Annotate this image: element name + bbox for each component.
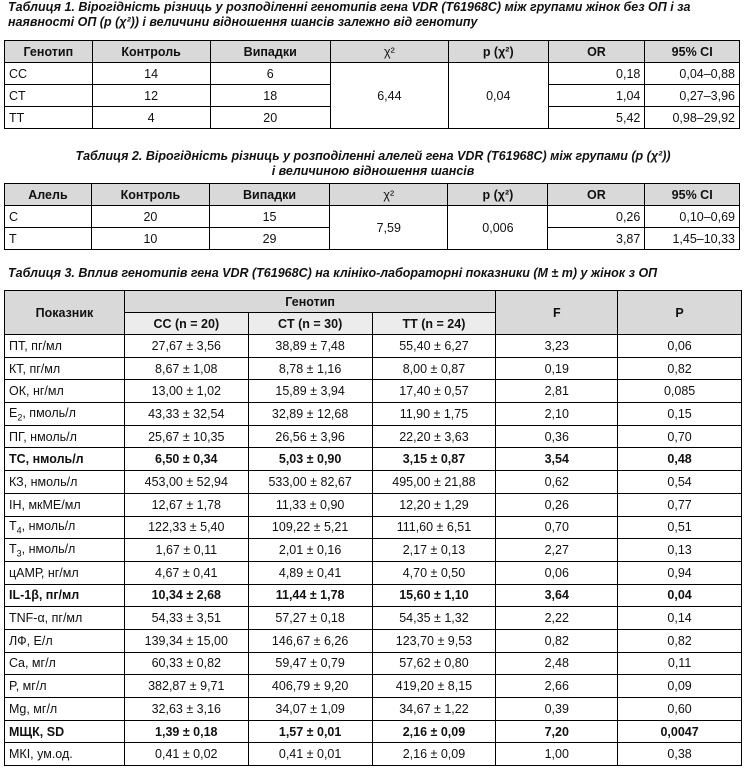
ct-cell: 15,89 ± 3,94 [248, 380, 372, 403]
table-cell: 12 [92, 85, 210, 107]
p-cell: 0,70 [618, 425, 742, 448]
table-cell: 0,27–3,96 [645, 85, 740, 107]
table3-caption: Таблиця 3. Вплив генотипів гена VDR (T61968C) на клініко-лабораторні показники (M ± m) у жінок з ОП [8, 266, 658, 280]
indicator-cell: $E_2$, пмоль/л [5, 403, 125, 426]
table2-p: 0,006 [448, 206, 548, 250]
cc-cell: 0,41 ± 0,02 [124, 743, 248, 766]
p-cell: 0,77 [618, 493, 742, 516]
table-row [5, 561, 742, 584]
tt-cell: 12,20 ± 1,29 [372, 493, 496, 516]
f-cell: 0,82 [496, 629, 618, 652]
table2 [4, 183, 740, 250]
table3-subheader: TT (n = 24) [372, 313, 496, 335]
table-cell: 0,26 [548, 206, 645, 228]
tt-cell: 15,60 ± 1,10 [372, 584, 496, 607]
cc-cell: 4,67 ± 0,41 [124, 561, 248, 584]
f-cell: 2,48 [496, 652, 618, 675]
table2-header: Контроль [91, 184, 209, 206]
table-row [5, 206, 740, 228]
indicator-cell: ЛФ, Е/л [5, 629, 125, 652]
ct-cell: 0,41 ± 0,01 [248, 743, 372, 766]
table-row [5, 675, 742, 698]
tt-cell: 2,17 ± 0,13 [372, 539, 496, 562]
table3-header-p: P [618, 291, 742, 335]
indicator-cell: Mg, мг/л [5, 698, 125, 721]
table-row [5, 516, 742, 539]
table-row [5, 380, 742, 403]
indicator-cell: ПТ, пг/мл [5, 335, 125, 358]
f-cell: 2,22 [496, 607, 618, 630]
table-cell: 1,45–10,33 [645, 228, 740, 250]
cc-cell: 122,33 ± 5,40 [124, 516, 248, 539]
f-cell: 3,23 [496, 335, 618, 358]
f-cell: 2,27 [496, 539, 618, 562]
tt-cell: 111,60 ± 6,51 [372, 516, 496, 539]
table2-caption [0, 149, 746, 179]
tt-cell: 22,20 ± 3,63 [372, 425, 496, 448]
f-cell: 0,26 [496, 493, 618, 516]
ct-cell: 2,01 ± 0,16 [248, 539, 372, 562]
table-row [5, 607, 742, 630]
tt-cell: 34,67 ± 1,22 [372, 698, 496, 721]
p-cell: 0,48 [618, 448, 742, 471]
indicator-cell: P, мг/л [5, 675, 125, 698]
f-cell: 2,10 [496, 403, 618, 426]
table-cell: 15 [209, 206, 329, 228]
f-cell: 0,06 [496, 561, 618, 584]
ct-cell: 11,44 ± 1,78 [248, 584, 372, 607]
indicator-cell: IL-1β, пг/мл [5, 584, 125, 607]
f-cell: 2,81 [496, 380, 618, 403]
cc-cell: 43,33 ± 32,54 [124, 403, 248, 426]
table1-header: Контроль [92, 41, 210, 63]
cc-cell: 139,34 ± 15,00 [124, 629, 248, 652]
tt-cell: 54,35 ± 1,32 [372, 607, 496, 630]
table-cell: 5,42 [548, 107, 645, 129]
indicator-cell: TNF-α, пг/мл [5, 607, 125, 630]
table1-header: OR [548, 41, 645, 63]
table-cell: C [5, 206, 92, 228]
table2-chi2: 7,59 [330, 206, 448, 250]
ct-cell: 34,07 ± 1,09 [248, 698, 372, 721]
indicator-cell: ОК, нг/мл [5, 380, 125, 403]
table2-header: χ² [330, 184, 448, 206]
table2-caption-line2: і величиною відношення шансів [271, 164, 475, 178]
f-cell: 3,54 [496, 448, 618, 471]
table-cell: 20 [210, 107, 330, 129]
cc-cell: 13,00 ± 1,02 [124, 380, 248, 403]
table1-header: p (χ²) [448, 41, 548, 63]
tt-cell: 4,70 ± 0,50 [372, 561, 496, 584]
p-cell: 0,04 [618, 584, 742, 607]
f-cell: 0,62 [496, 471, 618, 494]
table1-caption: Таблиця 1. Вірогідність різниць у розподіленні генотипів гена VDR (T61968C) між групами жінок без ОП і за наявності ОП (p (χ²)) і величини відношення шансів залежно від генотипу [8, 0, 691, 29]
table3-header-genotype: Генотип [124, 291, 495, 313]
cc-cell: 10,34 ± 2,68 [124, 584, 248, 607]
table2-header: 95% CI [645, 184, 740, 206]
table2-header: Випадки [209, 184, 329, 206]
tt-cell: 3,15 ± 0,87 [372, 448, 496, 471]
p-cell: 0,38 [618, 743, 742, 766]
cc-cell: 1,39 ± 0,18 [124, 720, 248, 743]
indicator-cell: ТС, нмоль/л [5, 448, 125, 471]
table-row [5, 720, 742, 743]
ct-cell: 11,33 ± 0,90 [248, 493, 372, 516]
table2-header: OR [548, 184, 645, 206]
table1-p: 0,04 [448, 63, 548, 129]
table1 [4, 40, 740, 129]
tt-cell: 55,40 ± 6,27 [372, 335, 496, 358]
cc-cell: 6,50 ± 0,34 [124, 448, 248, 471]
table-row [5, 63, 740, 85]
table1-header: χ² [330, 41, 448, 63]
table-cell: 1,04 [548, 85, 645, 107]
table-row [5, 539, 742, 562]
table-cell: 10 [91, 228, 209, 250]
table1-header-row [5, 41, 740, 63]
f-cell: 7,20 [496, 720, 618, 743]
table-row [5, 403, 742, 426]
p-cell: 0,0047 [618, 720, 742, 743]
ct-cell: 5,03 ± 0,90 [248, 448, 372, 471]
table-cell: 29 [209, 228, 329, 250]
table3 [4, 290, 742, 766]
tt-cell: 17,40 ± 0,57 [372, 380, 496, 403]
p-cell: 0,54 [618, 471, 742, 494]
table2-caption-line1: Таблиця 2. Вірогідність різниць у розподіленні алелей гена VDR (T61968C) між групами (p (χ²)) [75, 149, 671, 163]
indicator-cell: МКІ, ум.од. [5, 743, 125, 766]
cc-cell: 12,67 ± 1,78 [124, 493, 248, 516]
tt-cell: 123,70 ± 9,53 [372, 629, 496, 652]
cc-cell: 27,67 ± 3,56 [124, 335, 248, 358]
table-cell: CC [5, 63, 93, 85]
table-row [5, 493, 742, 516]
table-cell: 6 [210, 63, 330, 85]
table3-subheader: CC (n = 20) [124, 313, 248, 335]
p-cell: 0,13 [618, 539, 742, 562]
table-cell: 4 [92, 107, 210, 129]
indicator-cell: $T_3$, нмоль/л [5, 539, 125, 562]
tt-cell: 11,90 ± 1,75 [372, 403, 496, 426]
table1-header: 95% CI [645, 41, 740, 63]
table2-header: Алель [5, 184, 92, 206]
tt-cell: 2,16 ± 0,09 [372, 720, 496, 743]
indicator-cell: ІН, мкМЕ/мл [5, 493, 125, 516]
cc-cell: 54,33 ± 3,51 [124, 607, 248, 630]
p-cell: 0,82 [618, 629, 742, 652]
cc-cell: 8,67 ± 1,08 [124, 357, 248, 380]
table-row [5, 652, 742, 675]
cc-cell: 25,67 ± 10,35 [124, 425, 248, 448]
table2-header-row [5, 184, 740, 206]
table-row [5, 357, 742, 380]
table-cell: 0,04–0,88 [645, 63, 740, 85]
table-cell: 0,98–29,92 [645, 107, 740, 129]
ct-cell: 4,89 ± 0,41 [248, 561, 372, 584]
ct-cell: 1,57 ± 0,01 [248, 720, 372, 743]
f-cell: 0,36 [496, 425, 618, 448]
f-cell: 1,00 [496, 743, 618, 766]
table-cell: 0,10–0,69 [645, 206, 740, 228]
table-cell: 14 [92, 63, 210, 85]
f-cell: 0,39 [496, 698, 618, 721]
tt-cell: 57,62 ± 0,80 [372, 652, 496, 675]
ct-cell: 57,27 ± 0,18 [248, 607, 372, 630]
table-row [5, 448, 742, 471]
cc-cell: 60,33 ± 0,82 [124, 652, 248, 675]
table3-header-f: F [496, 291, 618, 335]
ct-cell: 533,00 ± 82,67 [248, 471, 372, 494]
table-cell: 18 [210, 85, 330, 107]
indicator-cell: КТ, пг/мл [5, 357, 125, 380]
f-cell: 0,70 [496, 516, 618, 539]
indicator-cell: $T_4$, нмоль/л [5, 516, 125, 539]
table-cell: 3,87 [548, 228, 645, 250]
table-cell: T [5, 228, 92, 250]
table3-header-indicator: Показник [5, 291, 125, 335]
table2-header: p (χ²) [448, 184, 548, 206]
tt-cell: 2,16 ± 0,09 [372, 743, 496, 766]
table-row [5, 743, 742, 766]
table-row [5, 471, 742, 494]
cc-cell: 1,67 ± 0,11 [124, 539, 248, 562]
table-row [5, 698, 742, 721]
p-cell: 0,15 [618, 403, 742, 426]
ct-cell: 146,67 ± 6,26 [248, 629, 372, 652]
table1-chi2: 6,44 [330, 63, 448, 129]
tt-cell: 495,00 ± 21,88 [372, 471, 496, 494]
indicator-cell: цАМР, нг/мл [5, 561, 125, 584]
table-cell: 20 [91, 206, 209, 228]
tt-cell: 8,00 ± 0,87 [372, 357, 496, 380]
p-cell: 0,60 [618, 698, 742, 721]
table3-subheader: CT (n = 30) [248, 313, 372, 335]
p-cell: 0,14 [618, 607, 742, 630]
p-cell: 0,11 [618, 652, 742, 675]
p-cell: 0,51 [618, 516, 742, 539]
table-cell: CT [5, 85, 93, 107]
tt-cell: 419,20 ± 8,15 [372, 675, 496, 698]
f-cell: 0,19 [496, 357, 618, 380]
table3-header-row [5, 291, 742, 313]
table-row [5, 584, 742, 607]
p-cell: 0,82 [618, 357, 742, 380]
table-row [5, 425, 742, 448]
table3-body [5, 335, 742, 766]
table-row [5, 629, 742, 652]
ct-cell: 109,22 ± 5,21 [248, 516, 372, 539]
ct-cell: 8,78 ± 1,16 [248, 357, 372, 380]
table-cell: TT [5, 107, 93, 129]
table1-header: Випадки [210, 41, 330, 63]
table-cell: 0,18 [548, 63, 645, 85]
indicator-cell: МЩК, SD [5, 720, 125, 743]
ct-cell: 32,89 ± 12,68 [248, 403, 372, 426]
cc-cell: 382,87 ± 9,71 [124, 675, 248, 698]
cc-cell: 32,63 ± 3,16 [124, 698, 248, 721]
p-cell: 0,94 [618, 561, 742, 584]
indicator-cell: ПГ, нмоль/л [5, 425, 125, 448]
table-row [5, 335, 742, 358]
ct-cell: 26,56 ± 3,96 [248, 425, 372, 448]
cc-cell: 453,00 ± 52,94 [124, 471, 248, 494]
p-cell: 0,085 [618, 380, 742, 403]
ct-cell: 406,79 ± 9,20 [248, 675, 372, 698]
ct-cell: 38,89 ± 7,48 [248, 335, 372, 358]
f-cell: 2,66 [496, 675, 618, 698]
ct-cell: 59,47 ± 0,79 [248, 652, 372, 675]
indicator-cell: Ca, мг/л [5, 652, 125, 675]
table1-header: Генотип [5, 41, 93, 63]
p-cell: 0,06 [618, 335, 742, 358]
f-cell: 3,64 [496, 584, 618, 607]
indicator-cell: КЗ, нмоль/л [5, 471, 125, 494]
p-cell: 0,09 [618, 675, 742, 698]
